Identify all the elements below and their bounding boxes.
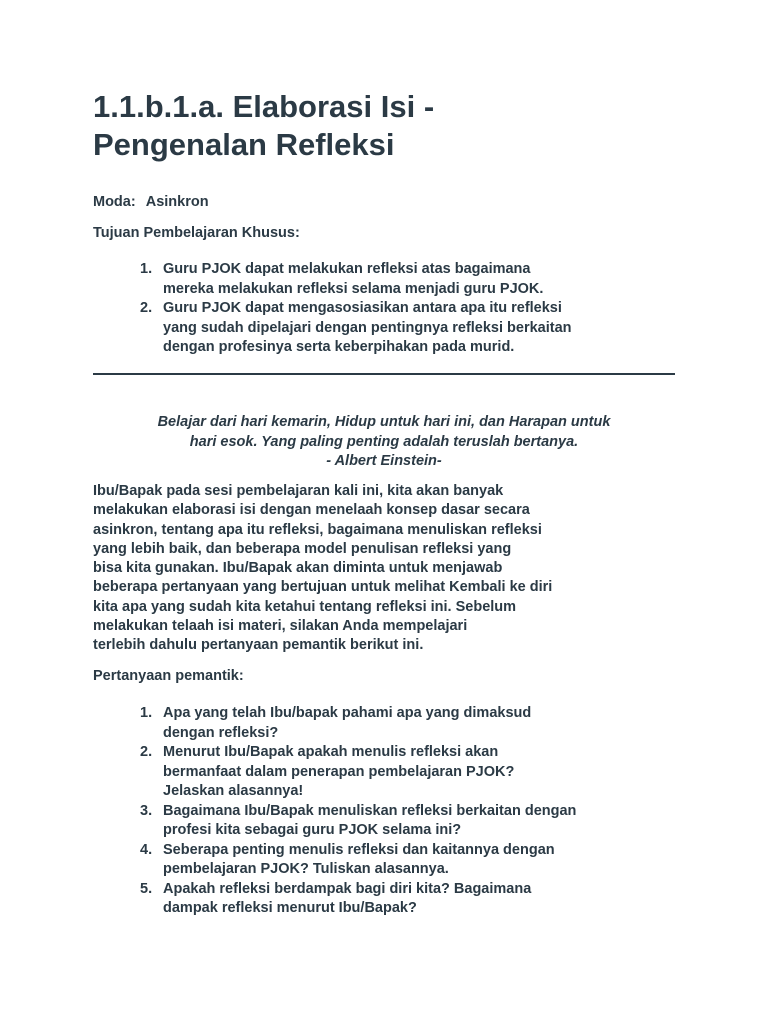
list-text-line: dengan refleksi? bbox=[163, 724, 279, 741]
list-item bbox=[140, 260, 680, 299]
list-text-line: dengan profesinya serta keberpihakan pada murid. bbox=[163, 339, 515, 355]
horizontal-divider bbox=[93, 373, 675, 375]
list-text-line: bermanfaat dalam penerapan pembelajaran PJOK? bbox=[163, 763, 515, 780]
intro-line: beberapa pertanyaan yang bertujuan untuk melihat Kembali ke diri bbox=[93, 579, 553, 596]
list-number: 1. bbox=[140, 705, 153, 721]
list-item bbox=[140, 704, 680, 743]
intro-line: bisa kita gunakan. Ibu/Bapak akan diminta untuk menjawab bbox=[93, 560, 503, 577]
questions-list bbox=[140, 704, 680, 919]
page-title bbox=[93, 88, 693, 164]
list-text-line: pembelajaran PJOK? Tuliskan alasannya. bbox=[163, 861, 449, 877]
intro-line: asinkron, tentang apa itu refleksi, bagaimana menuliskan refleksi bbox=[93, 521, 542, 538]
list-item bbox=[140, 841, 680, 880]
quote-author: - Albert Einstein- bbox=[326, 453, 442, 469]
intro-line: melakukan telaah isi materi, silakan Anda mempelajari bbox=[93, 618, 468, 635]
quote-block bbox=[93, 413, 675, 472]
list-item bbox=[140, 880, 680, 919]
list-item bbox=[140, 299, 680, 358]
list-number: 3. bbox=[140, 802, 153, 819]
list-number: 5. bbox=[140, 880, 153, 897]
list-text-line: profesi kita sebagai guru PJOK selama ini? bbox=[163, 822, 462, 838]
intro-paragraph bbox=[93, 482, 683, 656]
list-text-line: dampak refleksi menurut Ibu/Bapak? bbox=[163, 900, 417, 916]
title-line-1: 1.1.b.1.a. Elaborasi Isi - bbox=[93, 89, 435, 124]
list-text-line: yang sudah dipelajari dengan pentingnya refleksi berkaitan bbox=[163, 319, 572, 336]
mode-line bbox=[93, 194, 209, 210]
list-item bbox=[140, 802, 680, 841]
list-text-line: Bagaimana Ibu/Bapak menuliskan refleksi berkaitan dengan bbox=[163, 802, 577, 819]
list-text-line: Apa yang telah Ibu/bapak pahami apa yang dimaksud bbox=[163, 705, 532, 721]
intro-line: yang lebih baik, dan beberapa model penulisan refleksi yang bbox=[93, 540, 512, 557]
list-number: 1. bbox=[140, 261, 153, 277]
list-number: 2. bbox=[140, 744, 153, 760]
goals-list bbox=[140, 260, 680, 358]
list-text-line: mereka melakukan refleksi selama menjadi guru PJOK. bbox=[163, 280, 544, 297]
quote-line-1: Belajar dari hari kemarin, Hidup untuk hari ini, dan Harapan untuk bbox=[157, 414, 611, 430]
quote-line-2: hari esok. Yang paling penting adalah teruslah bertanya. bbox=[189, 433, 579, 450]
list-text-line: Seberapa penting menulis refleksi dan kaitannya dengan bbox=[163, 841, 555, 858]
list-item bbox=[140, 743, 680, 802]
intro-line: melakukan elaborasi isi dengan menelaah konsep dasar secara bbox=[93, 502, 530, 519]
intro-line: Ibu/Bapak pada sesi pembelajaran kali ini, kita akan banyak bbox=[93, 483, 504, 499]
list-text-line: Guru PJOK dapat mengasosiasikan antara apa itu refleksi bbox=[163, 300, 562, 316]
mode-label: Moda: bbox=[93, 194, 136, 210]
list-text-line: Menurut Ibu/Bapak apakah menulis refleksi akan bbox=[163, 744, 499, 760]
intro-line: kita apa yang sudah kita ketahui tentang refleksi ini. Sebelum bbox=[93, 598, 517, 615]
list-number: 2. bbox=[140, 300, 153, 316]
title-line-2: Pengenalan Refleksi bbox=[93, 127, 395, 162]
list-text-line: Jelaskan alasannya! bbox=[163, 783, 304, 799]
list-text-line: Apakah refleksi berdampak bagi diri kita? Bagaimana bbox=[163, 880, 532, 897]
goals-heading: Tujuan Pembelajaran Khusus: bbox=[93, 225, 300, 241]
list-text-line: Guru PJOK dapat melakukan refleksi atas bagaimana bbox=[163, 261, 531, 277]
list-number: 4. bbox=[140, 841, 153, 858]
intro-line: terlebih dahulu pertanyaan pemantik berikut ini. bbox=[93, 637, 424, 654]
questions-heading: Pertanyaan pemantik: bbox=[93, 668, 244, 684]
mode-value: Asinkron bbox=[145, 194, 209, 210]
